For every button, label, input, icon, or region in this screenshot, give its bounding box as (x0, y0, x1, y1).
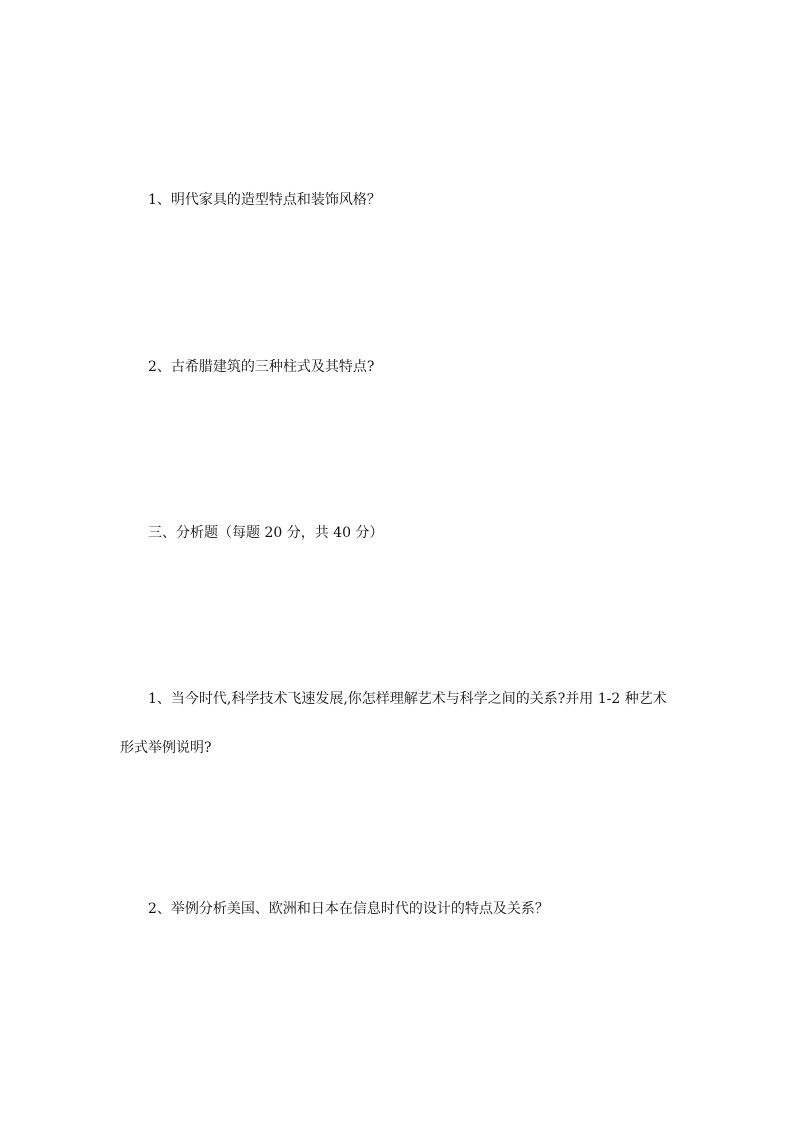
section-heading-analysis: 三、分析题（每题 20 分，共 40 分） (148, 525, 384, 541)
question-ming-furniture: 1、明代家具的造型特点和装饰风格？ (148, 192, 381, 208)
question-art-science-line1: 1、当今时代,科学技术飞速发展,你怎样理解艺术与科学之间的关系?并用 1-2 种艺术 (148, 691, 667, 707)
question-greek-columns: 2、古希腊建筑的三种柱式及其特点? (148, 359, 375, 375)
question-info-age-design: 2、举例分析美国、欧洲和日本在信息时代的设计的特点及关系？ (148, 901, 549, 917)
question-art-science-line2: 形式举例说明? (120, 740, 212, 756)
